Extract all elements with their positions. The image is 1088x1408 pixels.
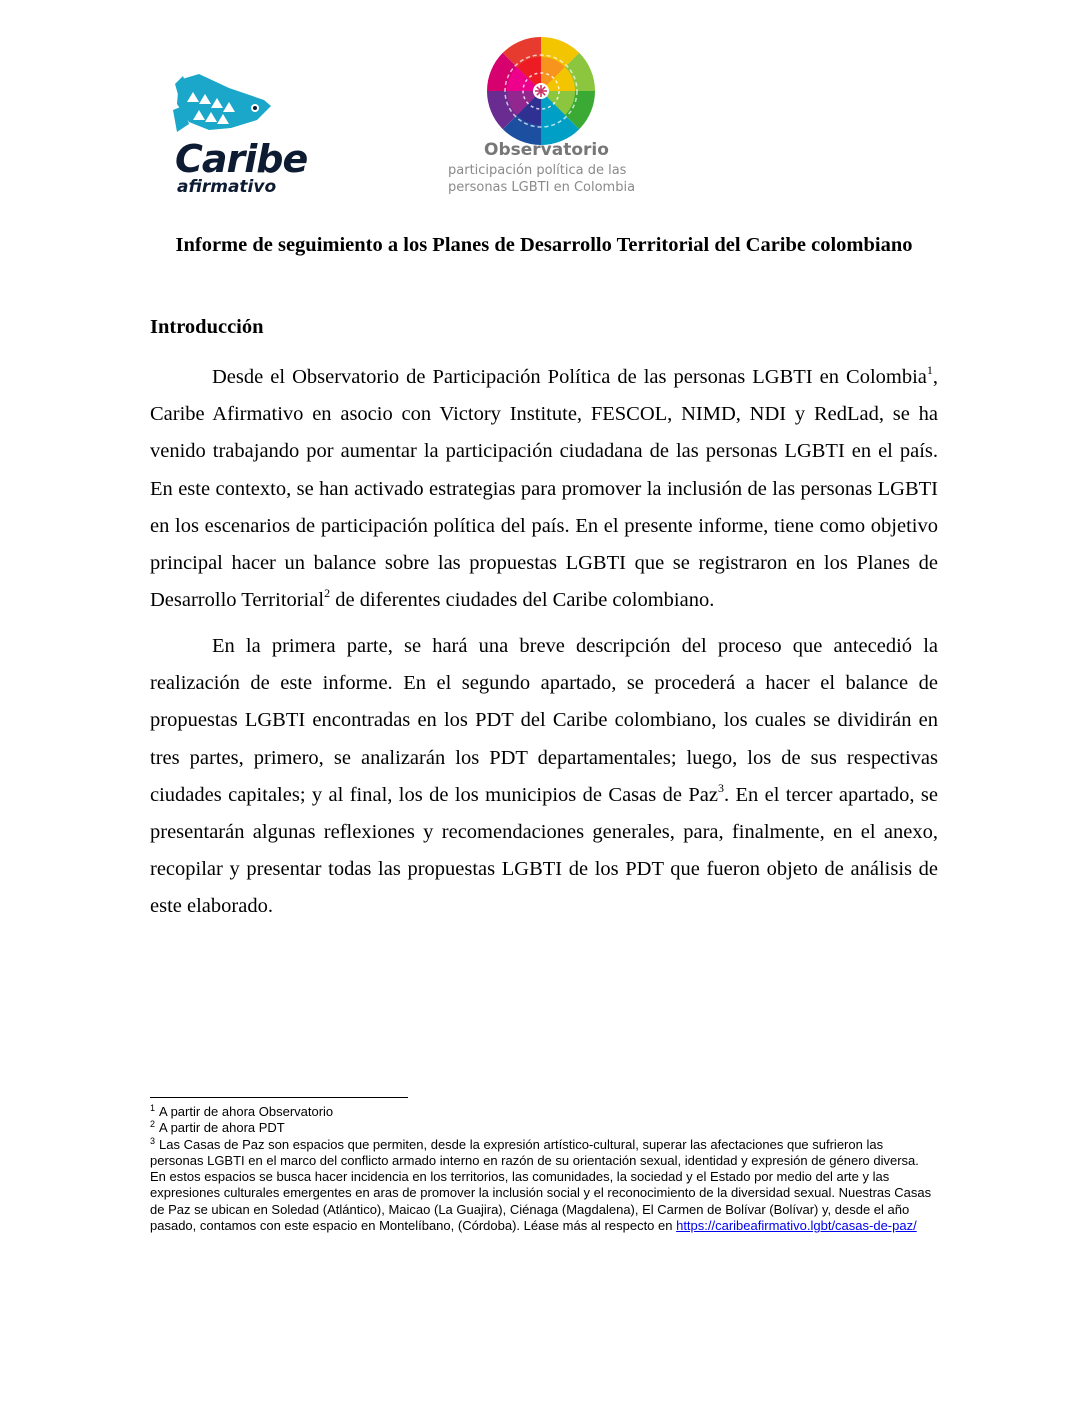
section-heading: Introducción xyxy=(150,316,264,338)
document-title: Informe de seguimiento a los Planes de Desarrollo Territorial del Caribe colombiano xyxy=(175,234,913,256)
paragraph-text: , Caribe Afirmativo en asocio con Victory Institute, FESCOL, NIMD, NDI y RedLad, se ha venido trabajando por aumentar la participación ciudadana de las personas LGBTI en el país. En este contexto, se han activado estrategias para promover la inclusión de las personas LGBTI en los escenarios de participación política del país. En el presente informe, tiene como objetivo principal hacer un balance sobre las propuestas LGBTI que se registraron en los Planes de Desarrollo Territorial xyxy=(150,366,938,612)
paragraph-text: . En el tercer apartado, se presentarán algunas reflexiones y recomendaciones generales, para, finalmente, en el anexo, recopilar y presentar todas las propuestas LGBTI de los PDT que fueron objeto de análisis de este elaborado. xyxy=(150,783,939,918)
footnote-ref-3[interactable]: 3 xyxy=(717,780,724,795)
footnote-number: 3 xyxy=(150,1135,156,1146)
footnote-text: Las Casas de Paz son espacios que permiten, desde la expresión artístico-cultural, superar las afectaciones que sufrieron las personas LGBTI en el marco del conflicto armado interno en razón de su orientación sexual, identidad y expresión de género diversa. En estos espacios se busca hacer incidencia en los territorios, las comunidades, la sociedad y el Estado por medio del arte y las expresiones culturales emergentes en aras de promover la inclusión social y el reconocimiento de la diversidad sexual. Nuestras Casas de Paz se ubican en Soledad (Atlántico), Maicao (La Guajira), Ciénaga (Magdalena), El Carmen de Bolívar (Bolívar) y, desde el año pasado, contamos con este espacio en Montelíbano, (Córdoba). Léase más al respecto en xyxy=(150,1136,932,1234)
footnote-text: A partir de ahora Observatorio xyxy=(159,1104,334,1119)
afirmativo-logo-text: afirmativo xyxy=(177,177,277,197)
intro-paragraph-2 xyxy=(150,628,938,926)
rainbow-puzzle-wheel-icon xyxy=(485,35,597,147)
paragraph-text: de diferentes ciudades del Caribe colombiano. xyxy=(330,589,715,612)
paragraph-text: En la primera parte, se hará una breve descripción del proceso que antecedió la realización de este informe. En el segundo apartado, se procederá a hacer el balance de propuestas LGBTI encontradas en los PDT del Caribe colombiano, los cuales se dividirán en tres partes, primero, se analizarán los PDT departamentales; luego, los de sus respectivas ciudades capitales; y al final, los de los municipios de Casas de Paz xyxy=(150,635,938,806)
intro-paragraph-1 xyxy=(150,359,938,619)
casas-de-paz-link[interactable]: https://caribeafirmativo.lgbt/casas-de-paz/ xyxy=(676,1218,917,1234)
caribe-afirmativo-fish-icon xyxy=(169,70,274,140)
caribe-logo-text: Caribe xyxy=(175,137,308,181)
footnote-text: A partir de ahora PDT xyxy=(159,1120,285,1136)
footnote-ref-2[interactable]: 2 xyxy=(324,586,331,601)
footnote-3 xyxy=(150,1137,938,1235)
footnote-separator xyxy=(150,1097,408,1098)
observatorio-logo xyxy=(440,35,660,205)
caribe-afirmativo-logo xyxy=(165,70,308,197)
footnote-1 xyxy=(150,1104,938,1120)
observatorio-logo-title: Observatorio xyxy=(484,140,609,160)
footnote-2 xyxy=(150,1120,938,1136)
footnote-number: 1 xyxy=(150,1103,156,1113)
paragraph-text: Desde el Observatorio de Participación Política de las personas LGBTI en Colombia xyxy=(212,366,927,388)
footnotes xyxy=(150,1104,938,1234)
footnote-number: 2 xyxy=(150,1119,156,1130)
footnote-ref-1[interactable]: 1 xyxy=(926,363,933,377)
observatorio-logo-line2: participación política de las xyxy=(448,163,627,178)
observatorio-logo-line3: personas LGBTI en Colombia xyxy=(448,180,636,195)
